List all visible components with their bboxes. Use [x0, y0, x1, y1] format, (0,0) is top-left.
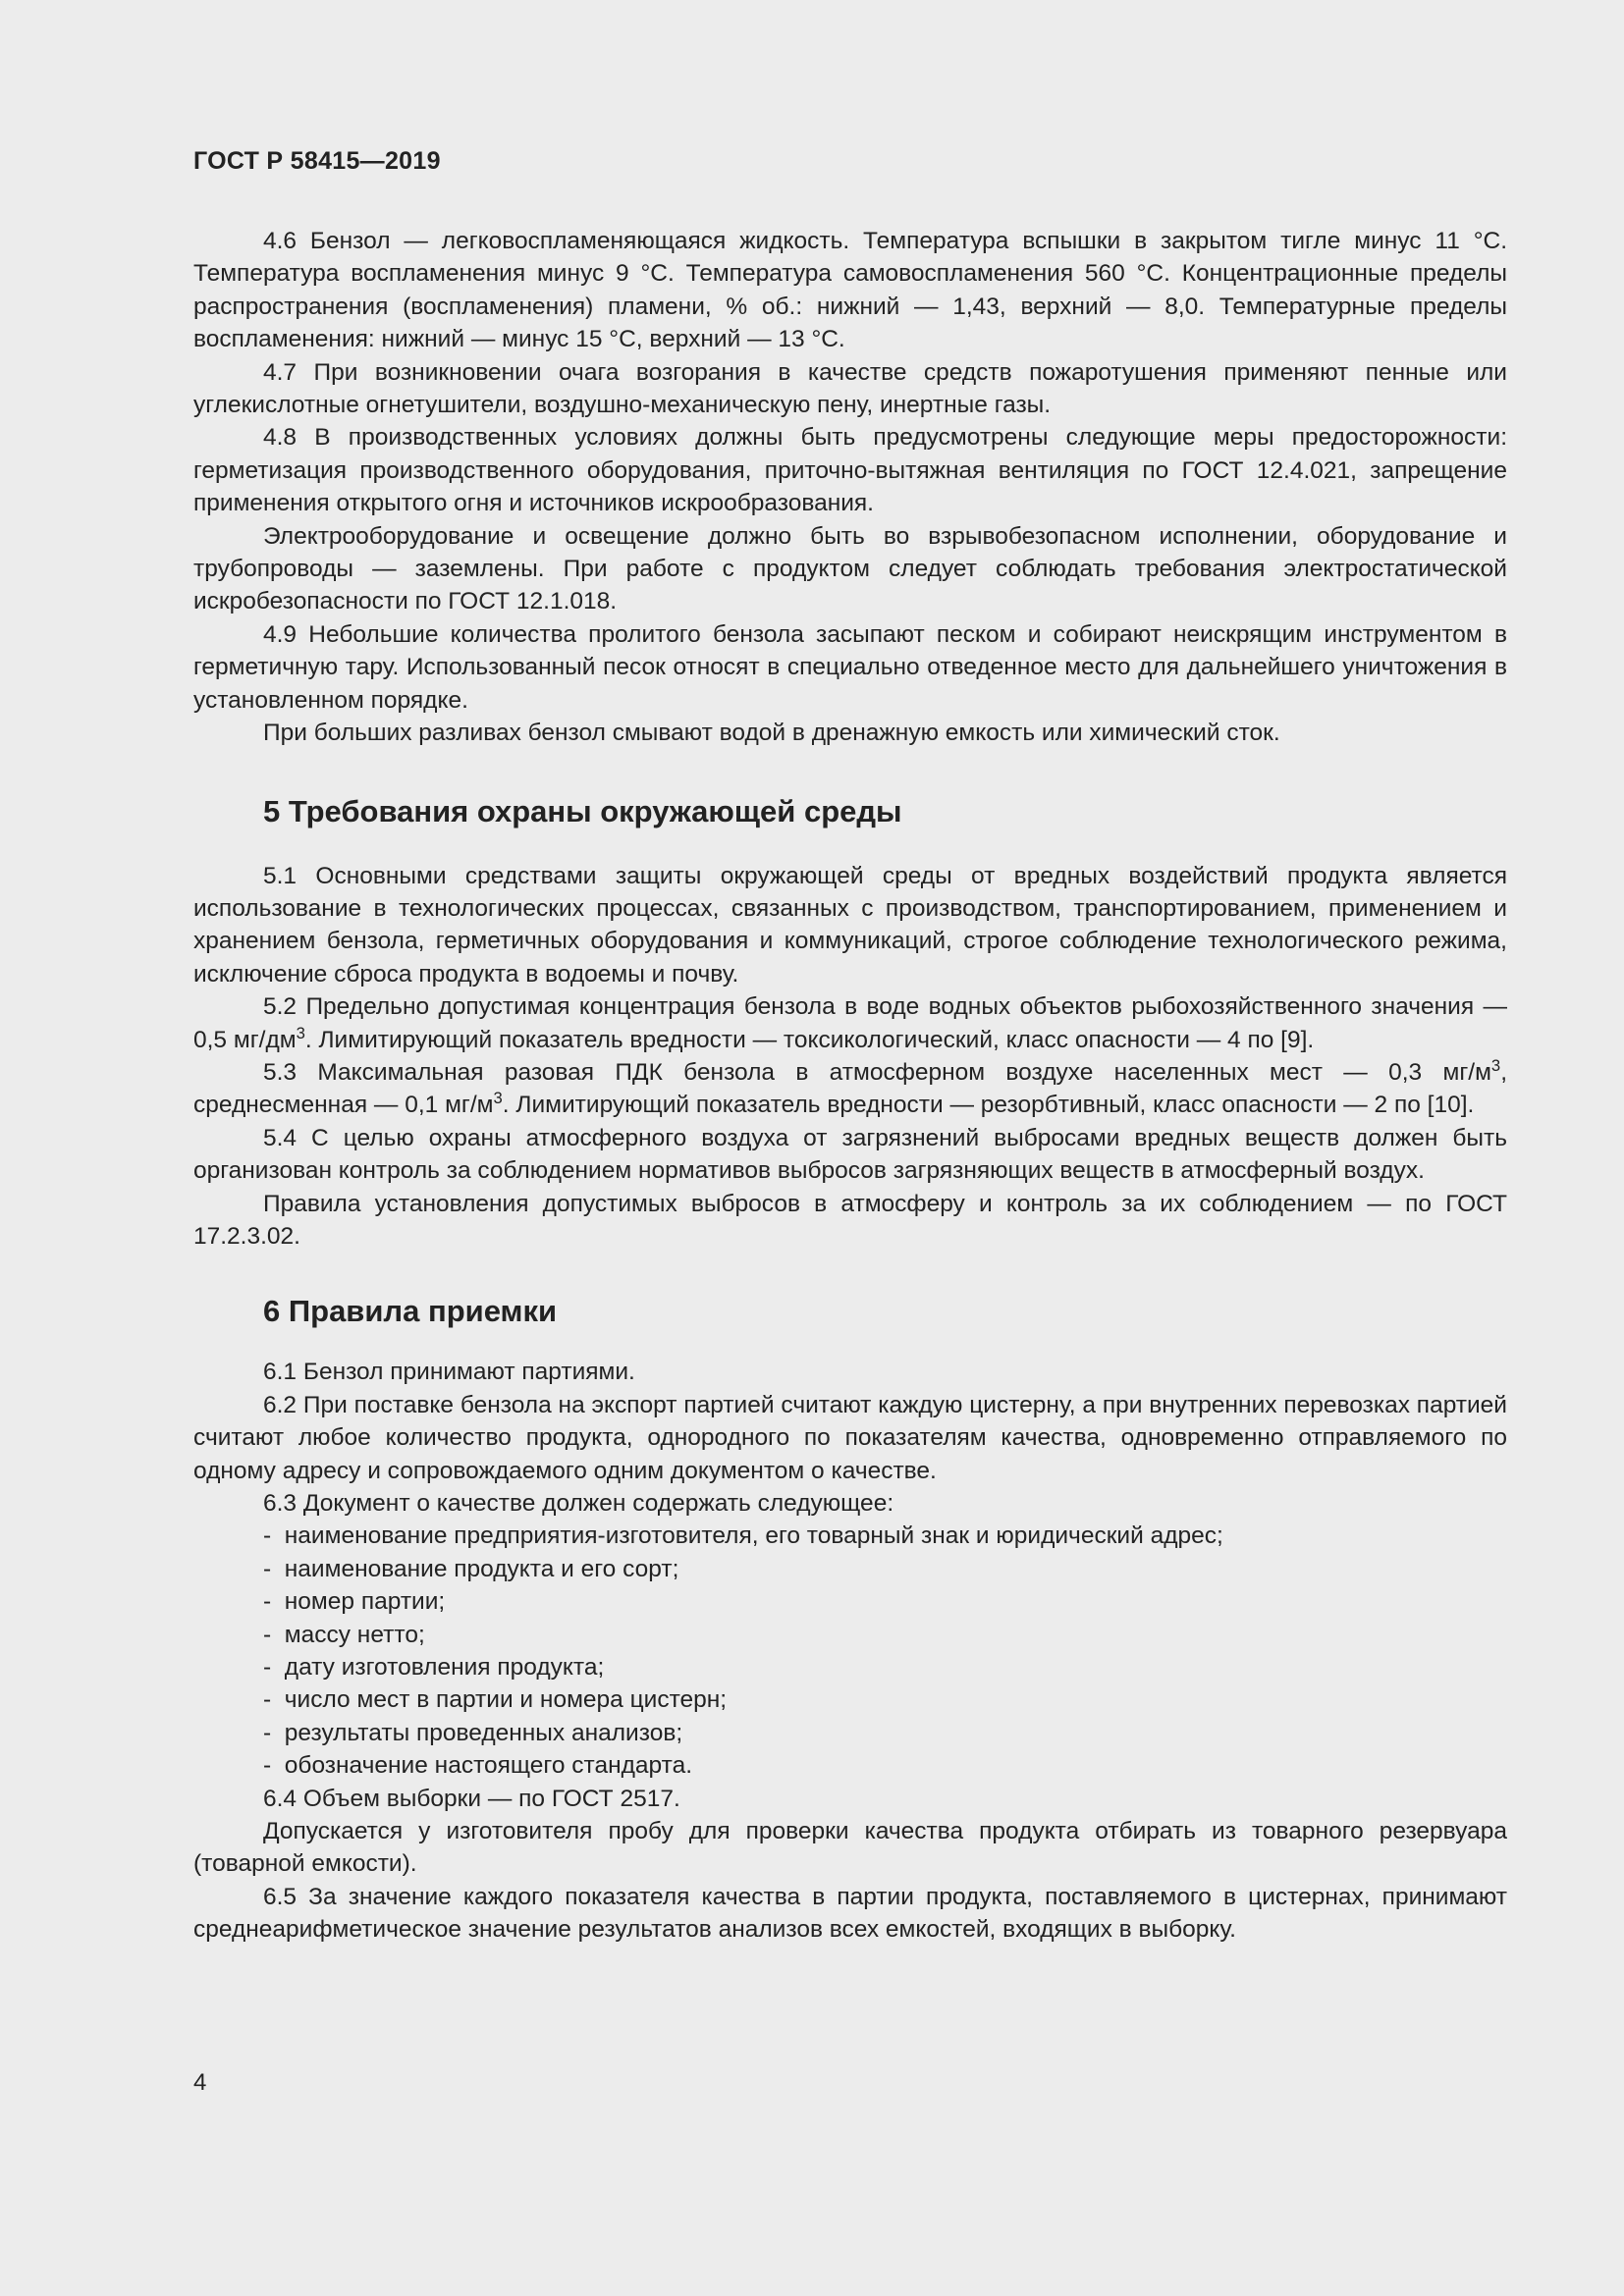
paragraph-4-8: 4.8 В производственных условиях должны быть предусмотрены следующие меры предосторожности: герметизация производственного оборудования, приточно-вытяжная вентиляция по ГОСТ 12.4.021, запрещение применения открытого огня и источников искрообразования. [193, 424, 1507, 517]
list-item: - дату изготовления продукта; [263, 1651, 1507, 1683]
paragraph-5-3 [193, 1056, 1507, 1122]
list-item: - наименование продукта и его сорт; [263, 1553, 1507, 1585]
paragraph-5-2-part-b: . Лимитирующий показатель вредности — токсикологический, класс опасности — 4 по [9]. [304, 1026, 1315, 1053]
paragraph-5-3-part-b: , среднесменная — 0,1 мг/м [193, 1058, 1507, 1119]
paragraph-6-4-continued: Допускается у изготовителя пробу для проверки качества продукта отбирать из товарного резервуара (товарной емкости). [193, 1818, 1507, 1878]
paragraph-6-2: 6.2 При поставке бензола на экспорт партией считают каждую цистерну, а при внутренних перевозках партией считают любое количество продукта, однородного по показателям качества, одновременно отправляемого по одному адресу и сопровождаемого одним документом о качестве. [193, 1391, 1507, 1484]
paragraph-5-4: 5.4 С целью охраны атмосферного воздуха от загрязнений выбросами вредных веществ должен быть организован контроль за соблюдением нормативов выбросов загрязняющих веществ в атмосферный воздух. [193, 1124, 1507, 1185]
list-item: - результаты проведенных анализов; [263, 1717, 1507, 1749]
list-item: - наименование предприятия-изготовителя, его товарный знак и юридический адрес; [263, 1520, 1507, 1552]
list-item: - число мест в партии и номера цистерн; [263, 1683, 1507, 1716]
paragraph-4-6: 4.6 Бензол — легковоспламеняющаяся жидкость. Температура вспышки в закрытом тигле минус 11 °С. Температура воспламенения минус 9 °С. Температура самовоспламенения 560 °С. Концентрационные пределы распространения (воспламенения) пламени, % об.: нижний — 1,43, верхний — 8,0. Температурные пределы воспламенения: нижний — минус 15 °С, верхний — 13 °С. [193, 228, 1507, 353]
document-code-header: ГОСТ Р 58415—2019 [193, 147, 441, 175]
page-number: 4 [193, 2069, 207, 2096]
paragraph-6-1: 6.1 Бензол принимают партиями. [263, 1359, 635, 1386]
quality-document-contents-list [193, 1520, 1507, 1782]
superscript-cubic: 3 [296, 1023, 305, 1042]
paragraph-5-2-part-a: 5.2 Предельно допустимая концентрация бензола в воде водных объектов рыбохозяйственного значения — 0,5 мг/дм [193, 993, 1507, 1053]
superscript-cubic: 3 [1490, 1055, 1501, 1075]
list-item: - номер партии; [263, 1585, 1507, 1618]
paragraph-5-4-continued: Правила установления допустимых выбросов в атмосферу и контроль за их соблюдением — по ГОСТ 17.2.3.02. [193, 1190, 1507, 1250]
paragraph-4-8-continued: Электрооборудование и освещение должно быть во взрывобезопасном исполнении, оборудование и трубопроводы — заземлены. При работе с продуктом следует соблюдать требования электростатической искробезопасности по ГОСТ 12.1.018. [193, 522, 1507, 615]
paragraph-6-5: 6.5 За значение каждого показателя качества в партии продукта, поставляемого в цистернах, принимают среднеарифметическое значение результатов анализов всех емкостей, входящих в выборку. [193, 1883, 1507, 1944]
paragraph-4-9: 4.9 Небольшие количества пролитого бензола засыпают песком и собирают неискрящим инструментом в герметичную тару. Использованный песок относят в специально отведенное место для дальнейшего уничтожения в установленном порядке. [193, 620, 1507, 714]
list-item: - обозначение настоящего стандарта. [263, 1749, 1507, 1782]
paragraph-5-1: 5.1 Основными средствами защиты окружающей среды от вредных воздействий продукта является использование в технологических процессах, связанных с производством, транспортированием, применением и хранением бензола, герметичных оборудования и коммуникаций, строгое соблюдение технологического режима, исключение сброса продукта в водоемы и почву. [193, 862, 1507, 988]
paragraph-5-2 [193, 990, 1507, 1056]
paragraph-4-9-continued: При больших разливах бензол смывают водой в дренажную емкость или химический сток. [263, 720, 1280, 747]
paragraph-4-7: 4.7 При возникновении очага возгорания в качестве средств пожаротушения применяют пенные или углекислотные огнетушители, воздушно-механическую пену, инертные газы. [193, 358, 1507, 419]
paragraph-5-3-part-c: . Лимитирующий показатель вредности — резорбтивный, класс опасности — 2 по [10]. [502, 1092, 1475, 1119]
section-6-title: 6 Правила приемки [263, 1294, 558, 1329]
paragraph-6-4: 6.4 Объем выборки — по ГОСТ 2517. [263, 1785, 680, 1812]
list-item: - массу нетто; [263, 1619, 1507, 1651]
section-5-title: 5 Требования охраны окружающей среды [263, 793, 902, 828]
document-body [193, 225, 1507, 1947]
paragraph-6-3: 6.3 Документ о качестве должен содержать следующее: [263, 1490, 894, 1517]
superscript-cubic: 3 [493, 1089, 503, 1108]
paragraph-5-3-part-a: 5.3 Максимальная разовая ПДК бензола в атмосферном воздухе населенных мест — 0,3 мг/м [263, 1058, 1491, 1086]
